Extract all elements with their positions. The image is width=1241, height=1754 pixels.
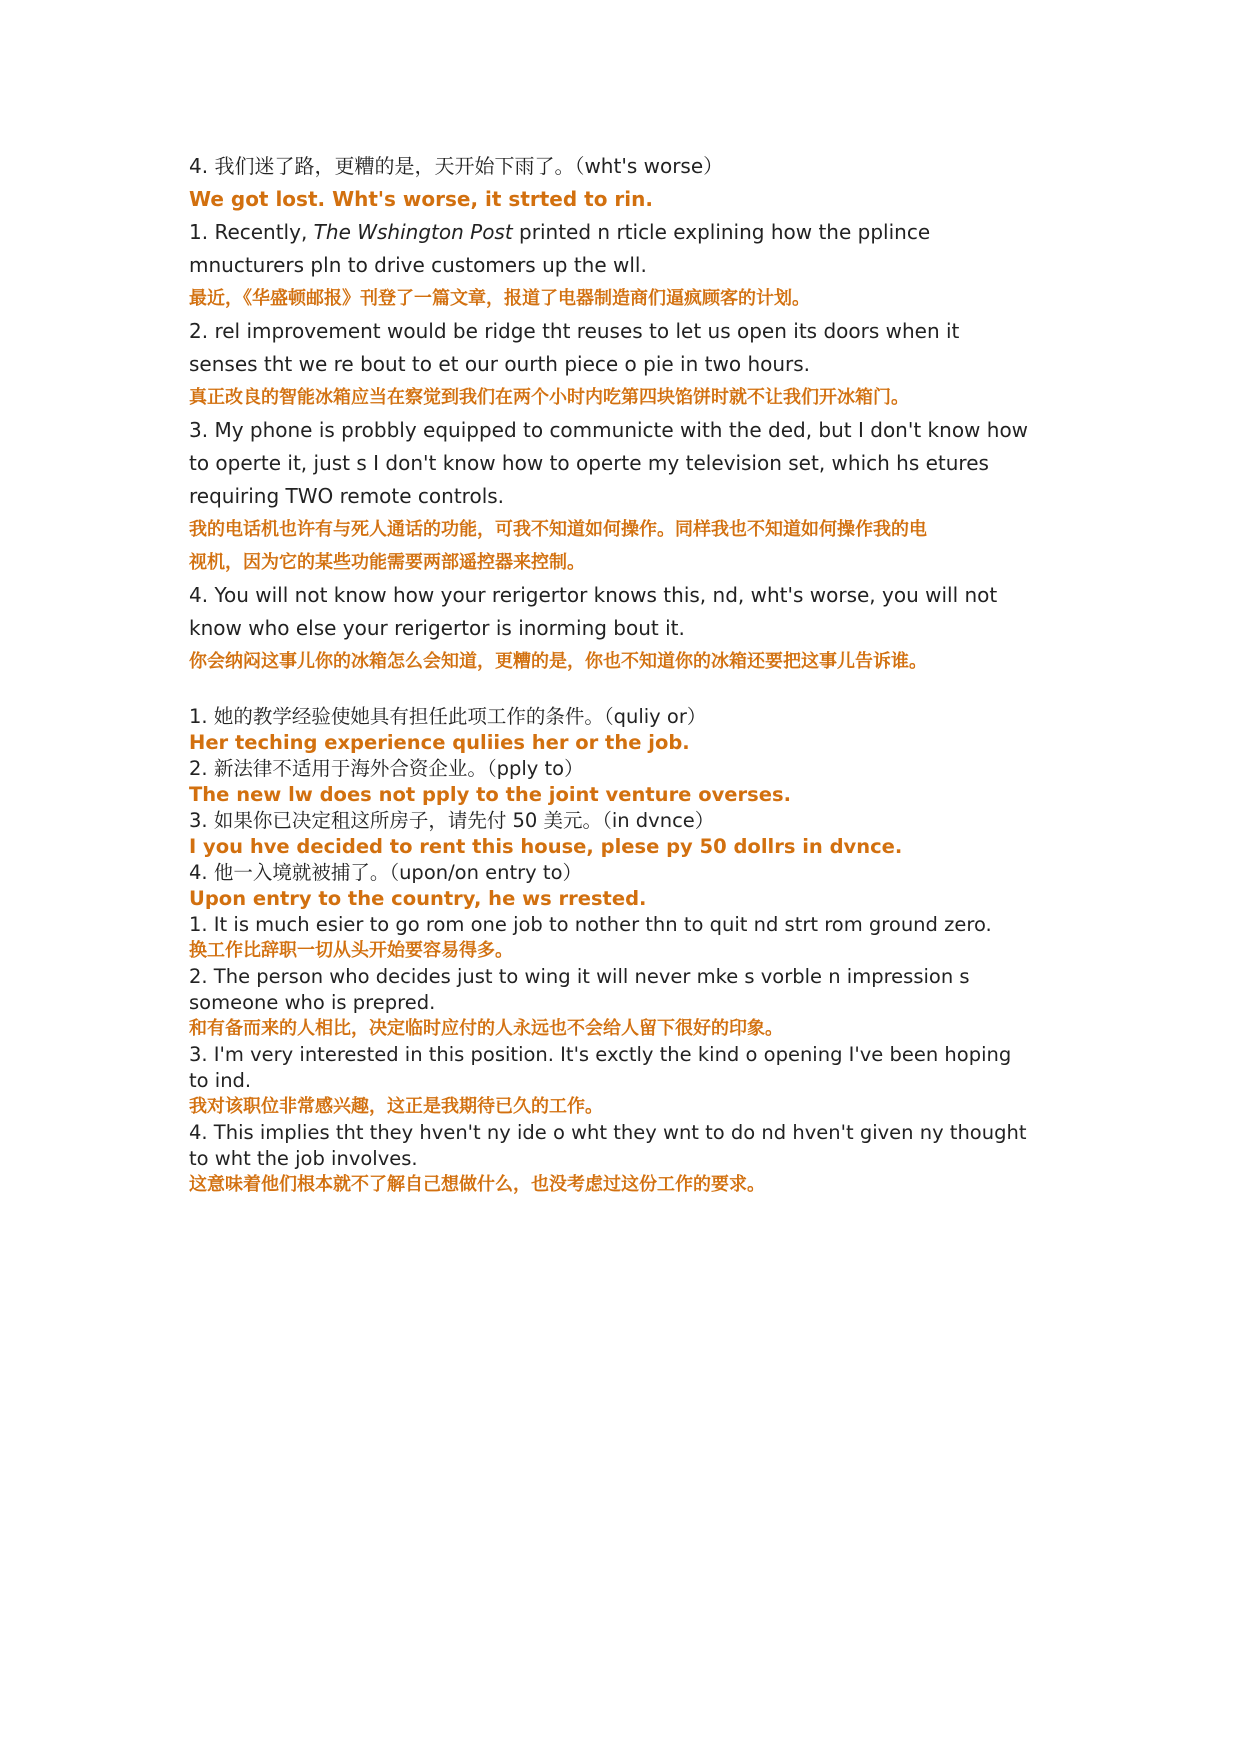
translation-question-2 [189,756,1069,808]
translation-line: 我的电话机也许有与死人通话的功能，可我不知道如何操作。同样我也不知道如何操作我的电 [189,519,927,540]
question-hint: （wht's worse） [574,154,724,178]
sentence-line: 1. It is much esier to go rom one job to nother thn to quit nd strt rom ground zero. [189,913,992,936]
translation-line: 你会纳闷这事儿你的冰箱怎么会知道，更糟的是，你也不知道你的冰箱还要把这事儿告诉谁。 [189,651,927,672]
passage-item-4 [189,579,1069,678]
section-1 [189,150,1069,678]
question-line: 4. 他一入境就被捕了。（upon/on entry to） [189,861,582,884]
passage-item-3 [189,414,1069,579]
question-4 [189,150,1069,183]
translation-question-3 [189,808,1069,860]
answer-line: Her teching experience quliies her or the job. [189,731,690,754]
question-4-answer: We got lost. Wht's worse, it strted to rin. [189,187,653,211]
translation-line: 最近，《华盛顿邮报》刊登了一篇文章，报道了电器制造商们逼疯顾客的计划。 [189,288,810,309]
translation-line: 视机，因为它的某些功能需要两部遥控器来控制。 [189,552,585,573]
translation-line: 真正改良的智能冰箱应当在察觉到我们在两个小时内吃第四块馅饼时就不让我们开冰箱门。 [189,387,909,408]
translation-question-1 [189,704,1069,756]
sentence-line: 2. rel improvement would be ridge tht reuses to let us open its doors when it [189,319,960,343]
sentence-line: 4. This implies tht they hven't ny ide o wht they wnt to do nd hven't given ny thought [189,1121,1027,1144]
sentence-item-1 [189,912,1069,964]
sentence-line: know who else your rerigertor is inorming bout it. [189,616,685,640]
passage-item-2 [189,315,1069,414]
answer-line: Upon entry to the country, he ws rrested. [189,887,647,910]
translation-line: 我对该职位非常感兴趣，这正是我期待已久的工作。 [189,1096,603,1117]
sentence-line: 4. You will not know how your rerigertor knows this, nd, wht's worse, you will not [189,583,998,607]
sentence-line: senses tht we re bout to et our ourth piece o pie in two hours. [189,352,811,376]
translation-question-4 [189,860,1069,912]
question-line: 1. 她的教学经验使她具有担任此项工作的条件。（quliy or） [189,705,707,728]
sentence-line: 1. Recently, The Wshington Post printed n rticle explining how the pplince [189,220,931,244]
sentence-line: mnucturers pln to drive customers up the wll. [189,253,647,277]
section-gap [189,678,1069,704]
section-2 [189,704,1069,1198]
passage-item-1 [189,216,1069,315]
translation-line: 这意味着他们根本就不了解自己想做什么，也没考虑过这份工作的要求。 [189,1174,765,1195]
translation-line: 换工作比辞职一切从头开始要容易得多。 [189,940,513,961]
sentence-item-4 [189,1120,1069,1198]
question-line: 3. 如果你已决定租这所房子，请先付 50 美元。（in dvnce） [189,809,715,832]
sentence-line: someone who is prepred. [189,991,436,1014]
answer-line: I you hve decided to rent this house, plese py 50 dollrs in dvnce. [189,835,903,858]
question-line: 2. 新法律不适用于海外合资企业。（pply to） [189,757,584,780]
sentence-line: 3. I'm very interested in this position. It's exctly the kind o opening I've been hoping [189,1043,1012,1066]
sentence-line: to wht the job involves. [189,1147,418,1170]
translation-line: 和有备而来的人相比，决定临时应付的人永远也不会给人留下很好的印象。 [189,1018,783,1039]
question-chinese: 我们迷了路，更糟的是，天开始下雨了。 [214,154,575,178]
answer-line: The new lw does not pply to the joint venture overses. [189,783,791,806]
sentence-line: to ind. [189,1069,252,1092]
sentence-line: 2. The person who decides just to wing it will never mke s vorble n impression s [189,965,970,988]
question-number: 4. [189,154,209,178]
sentence-item-3 [189,1042,1069,1120]
sentence-item-2 [189,964,1069,1042]
newspaper-title: The Wshington Post [313,220,513,244]
sentence-line: 3. My phone is probbly equipped to communicte with the ded, but I don't know how [189,418,1029,442]
document-page [189,150,1069,1198]
sentence-line: requiring TWO remote controls. [189,484,505,508]
sentence-line: to operte it, just s I don't know how to operte my television set, which hs etures [189,451,989,475]
